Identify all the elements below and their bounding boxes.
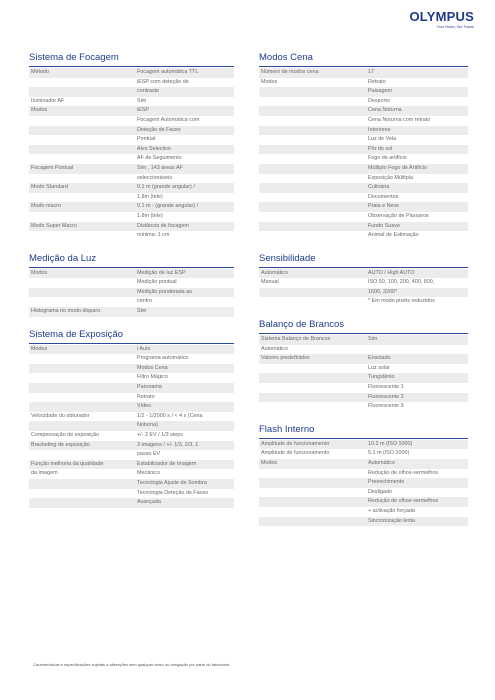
spec-label <box>29 87 137 97</box>
spec-label <box>29 135 137 145</box>
spec-label <box>259 183 368 193</box>
spec-value: Pôr do sol <box>368 145 393 152</box>
spec-value: Interiores <box>368 126 391 133</box>
spec-label <box>259 174 368 184</box>
spec-row <box>29 431 234 441</box>
spec-value: 0.1 m - (grande angular) / <box>137 203 199 210</box>
spec-value: Desligado <box>368 488 392 495</box>
section-title: Flash Interno <box>259 424 468 439</box>
section-balanco-de-brancos <box>259 319 468 412</box>
spec-value: Múltiplo Fogo de Artifício <box>368 164 428 171</box>
spec-row <box>259 393 468 403</box>
spec-row <box>29 345 234 355</box>
spec-row <box>259 68 468 78</box>
spec-row <box>259 278 468 288</box>
spec-value: Animal de Estimação <box>368 232 419 239</box>
spec-row <box>29 307 234 317</box>
spec-row <box>259 364 468 374</box>
spec-label: Modos <box>31 269 48 276</box>
spec-row <box>259 402 468 412</box>
spec-value: 1.8m (tele) <box>137 193 163 200</box>
spec-row <box>259 193 468 203</box>
spec-row <box>29 164 234 174</box>
spec-row <box>259 449 468 459</box>
brand-name: OLYMPUS <box>409 9 474 24</box>
spec-label <box>29 278 137 288</box>
spec-row <box>29 297 234 307</box>
spec-value: Redução de olhos-vermelhos <box>368 498 439 505</box>
spec-value: passo EV <box>137 451 161 458</box>
spec-label <box>29 231 137 241</box>
spec-row <box>29 68 234 78</box>
spec-label <box>29 373 137 383</box>
spec-value: 1.8m (tele) <box>137 212 163 219</box>
spec-label <box>29 364 137 374</box>
spec-row <box>259 517 468 527</box>
spec-row <box>29 479 234 489</box>
spec-value: Distância de focagem <box>137 222 189 229</box>
spec-row <box>29 154 234 164</box>
spec-label <box>259 154 368 164</box>
spec-row <box>259 87 468 97</box>
section-modos-cena <box>259 52 468 241</box>
brand-logo <box>410 10 475 30</box>
spec-row <box>259 145 468 155</box>
left-column <box>29 52 234 520</box>
spec-row <box>259 116 468 126</box>
spec-label <box>29 479 137 489</box>
spec-label <box>29 297 137 307</box>
spec-value: Cena Noturna com retrato <box>368 116 431 123</box>
spec-row <box>259 106 468 116</box>
spec-value: Fundo Suave <box>368 222 401 229</box>
spec-value: Luz de Vela <box>368 136 397 143</box>
footnote: Características e especificações sujeitas a alterações sem qualquer aviso ou obrigação por parte do fabricante. <box>33 662 231 667</box>
spec-row <box>259 222 468 232</box>
spec-value: * Em modo pixéis reduzidos <box>368 298 435 305</box>
spec-value: Tecnologia Ajuste de Sombra <box>137 479 207 486</box>
spec-label <box>259 135 368 145</box>
section-title: Modos Cena <box>259 52 468 67</box>
spec-value: Redução de olhos-vermelhos <box>368 469 439 476</box>
spec-value: 3 imagens / +/- 1/3, 2/3, 1 <box>137 441 199 448</box>
spec-row <box>259 373 468 383</box>
spec-row <box>29 222 234 232</box>
spec-label: Modo macro <box>31 203 61 210</box>
spec-label: Número de modos cena <box>261 69 319 75</box>
spec-label <box>259 488 368 498</box>
spec-value: Culinária <box>368 184 390 191</box>
spec-value: contraste <box>137 88 160 95</box>
spec-label: Automático <box>261 345 288 352</box>
spec-value: Alvo Selectivo <box>137 145 171 152</box>
spec-row <box>259 231 468 241</box>
spec-value: Focagem Automática com <box>137 116 200 123</box>
spec-row <box>29 498 234 508</box>
spec-value: Documentos <box>368 193 399 200</box>
section-flash-interno <box>259 424 468 526</box>
spec-label: Amplitude de funcionamento <box>261 450 330 457</box>
spec-label <box>259 106 368 116</box>
spec-label <box>29 174 137 184</box>
section-title: Sistema de Focagem <box>29 52 234 67</box>
spec-row <box>29 354 234 364</box>
spec-label <box>29 421 137 431</box>
spec-value: Observação de Pássaros <box>368 212 429 219</box>
spec-label: Modo Standard <box>31 184 68 191</box>
spec-row <box>29 106 234 116</box>
spec-label <box>259 373 368 383</box>
spec-value: Deteção de Faces <box>137 126 181 133</box>
spec-row <box>259 97 468 107</box>
section-title: Sensibilidade <box>259 253 468 268</box>
spec-row <box>29 212 234 222</box>
spec-value: Fluorescente 2 <box>368 393 404 400</box>
spec-row <box>29 402 234 412</box>
spec-value: centro <box>137 298 152 305</box>
spec-label <box>259 87 368 97</box>
spec-label <box>259 164 368 174</box>
spec-row <box>259 154 468 164</box>
spec-value: Programa automático <box>137 355 189 362</box>
spec-row <box>259 164 468 174</box>
spec-row <box>29 421 234 431</box>
spec-value <box>368 345 468 355</box>
spec-value: ISO 50, 100, 200, 400, 800, <box>368 279 435 286</box>
spec-value: Medição ponderada ao <box>137 288 193 295</box>
spec-row <box>259 478 468 488</box>
spec-value: Sim <box>137 97 147 104</box>
spec-label <box>29 288 137 298</box>
spec-row <box>29 393 234 403</box>
spec-label: Função melhoria da qualidade <box>31 460 104 467</box>
spec-row <box>29 87 234 97</box>
spec-value: Tecnologia Deteção de Faces <box>137 489 209 496</box>
brand-tagline: Your Vision, Our Future <box>436 25 474 29</box>
spec-value: 1/2 - 1/2000 s / < 4 s (Cena <box>137 412 203 419</box>
spec-label: Iluminador AF <box>31 97 65 104</box>
spec-value: Tungsténio <box>368 374 395 381</box>
spec-value: Noturna) <box>137 422 158 429</box>
spec-value: iESP com deteção de <box>137 78 189 85</box>
spec-label <box>29 498 137 508</box>
spec-label <box>259 202 368 212</box>
spec-value: Praia e Neve <box>368 203 400 210</box>
spec-value: Exposição Múltipla <box>368 174 413 181</box>
spec-value: 1600, 3200* <box>368 288 398 295</box>
spec-label <box>259 297 368 307</box>
section-title: Sistema de Exposição <box>29 329 234 344</box>
spec-label <box>29 393 137 403</box>
spec-label: Modos <box>31 107 48 114</box>
spec-row <box>29 288 234 298</box>
spec-value: Sim <box>368 336 378 343</box>
spec-value: Fluorescente 3 <box>368 403 404 410</box>
spec-label <box>259 364 368 374</box>
spec-label <box>259 193 368 203</box>
spec-row <box>259 174 468 184</box>
spec-value: Paisagem <box>368 88 392 95</box>
spec-value: Filtro Mágico <box>137 374 168 381</box>
spec-label <box>29 402 137 412</box>
spec-label <box>259 212 368 222</box>
spec-label <box>29 154 137 164</box>
spec-row <box>259 383 468 393</box>
spec-value: Retrato <box>368 78 386 85</box>
spec-row <box>259 212 468 222</box>
spec-row <box>29 269 234 279</box>
spec-label: Bracketing de exposição <box>31 441 90 448</box>
section-title: Balanço de Brancos <box>259 319 468 334</box>
spec-value: 17 <box>368 69 374 75</box>
spec-label: Modos <box>261 78 278 85</box>
spec-value: Modos Cena <box>137 364 168 371</box>
spec-label <box>29 383 137 393</box>
spec-value: Fluorescente 1 <box>368 384 404 391</box>
section-sensibilidade <box>259 253 468 307</box>
spec-label: Amplitude de funcionamento <box>261 440 330 447</box>
section-medicao-da-luz <box>29 253 234 317</box>
spec-label <box>259 97 368 107</box>
spec-value: Panorama <box>137 384 162 391</box>
spec-label <box>259 507 368 517</box>
spec-row <box>259 497 468 507</box>
section-sistema-de-focagem <box>29 52 234 241</box>
spec-value: Fogo de artifício <box>368 155 407 162</box>
spec-row <box>259 488 468 498</box>
spec-row <box>29 202 234 212</box>
spec-value: i Auto <box>137 345 151 352</box>
spec-value: Preenchimento <box>368 479 405 486</box>
spec-label: Modo Super Macro <box>31 222 77 229</box>
spec-value: Luz solar <box>368 364 390 371</box>
spec-row <box>29 174 234 184</box>
spec-row <box>29 126 234 136</box>
spec-value: Sim , 143 áreas AF <box>137 164 183 171</box>
spec-label <box>259 222 368 232</box>
spec-label <box>29 78 137 88</box>
spec-row <box>29 489 234 499</box>
spec-row <box>29 450 234 460</box>
spec-value: Ensolado <box>368 355 391 362</box>
spec-value: Medição de luz ESP <box>137 269 186 276</box>
spec-label <box>259 145 368 155</box>
spec-row <box>29 460 234 470</box>
spec-value: Pontual <box>137 136 156 143</box>
spec-value: Vídeo <box>137 403 152 410</box>
spec-value: Avançada <box>137 499 161 506</box>
spec-value: Desporto <box>368 97 390 104</box>
spec-row <box>259 297 468 307</box>
spec-label: Velocidade do obturador <box>31 412 90 419</box>
spec-label <box>29 489 137 499</box>
spec-label: Histograma no modo disparo <box>31 308 101 315</box>
spec-value: 10.2 m (ISO 1000) <box>368 440 413 447</box>
spec-label <box>259 116 368 126</box>
spec-label: Modos <box>261 460 278 466</box>
spec-label: Compensação de exposição <box>31 432 100 438</box>
spec-label <box>29 116 137 126</box>
spec-row <box>259 126 468 136</box>
spec-value: 5.1 m (ISO 1000) <box>368 450 410 457</box>
spec-row <box>29 469 234 479</box>
spec-row <box>259 440 468 450</box>
spec-label: Sistema Balanço de Brancos <box>261 336 331 343</box>
spec-label: da imagem <box>31 470 58 477</box>
spec-label <box>29 450 137 460</box>
spec-label <box>259 288 368 298</box>
spec-row <box>259 507 468 517</box>
spec-value: Focagem automática TTL <box>137 69 199 75</box>
spec-label <box>29 126 137 136</box>
spec-label <box>259 517 368 527</box>
spec-label: Valores predefinidos <box>261 355 310 362</box>
spec-label <box>259 383 368 393</box>
spec-row <box>259 335 468 345</box>
spec-value: Mecânico <box>137 470 161 477</box>
spec-row <box>259 78 468 88</box>
spec-value: +/- 2 EV / 1/3 steps <box>137 432 183 438</box>
spec-label <box>259 478 368 488</box>
spec-label <box>259 497 368 507</box>
spec-label: Focagem Pontual <box>31 164 74 171</box>
spec-row <box>259 459 468 469</box>
spec-row <box>29 441 234 451</box>
spec-row <box>29 97 234 107</box>
spec-label <box>29 145 137 155</box>
spec-label: Método <box>31 69 49 75</box>
spec-label <box>259 231 368 241</box>
spec-row <box>29 116 234 126</box>
spec-row <box>29 135 234 145</box>
spec-value: AUTO / High AUTO <box>368 269 415 276</box>
spec-row <box>259 202 468 212</box>
spec-row <box>259 288 468 298</box>
spec-label <box>259 469 368 479</box>
spec-value: Retrato <box>137 393 155 400</box>
spec-label: Automático <box>261 269 288 276</box>
spec-row <box>259 345 468 355</box>
spec-value: Medição pontual <box>137 279 177 286</box>
spec-row <box>29 145 234 155</box>
spec-row <box>29 183 234 193</box>
spec-row <box>29 278 234 288</box>
spec-row <box>29 193 234 203</box>
spec-row <box>259 269 468 279</box>
spec-value: Sincronização lenta <box>368 517 416 524</box>
spec-row <box>259 469 468 479</box>
spec-row <box>259 354 468 364</box>
spec-label <box>259 402 368 412</box>
spec-value: Estabilizador de Imagem <box>137 460 197 467</box>
spec-label <box>29 212 137 222</box>
spec-row <box>259 183 468 193</box>
spec-row <box>29 412 234 422</box>
spec-value: 0.1 m (grande angular) / <box>137 184 195 191</box>
spec-label <box>259 393 368 403</box>
spec-row <box>29 364 234 374</box>
spec-value: + activação forçada <box>368 507 415 514</box>
spec-value: seleccionáveis <box>137 174 173 181</box>
spec-value: Sim <box>137 308 147 315</box>
spec-value: iESP <box>137 107 149 114</box>
spec-label <box>29 193 137 203</box>
spec-value: AF de Seguimento <box>137 155 182 162</box>
spec-row <box>29 78 234 88</box>
spec-row <box>29 373 234 383</box>
spec-row <box>259 135 468 145</box>
spec-label <box>29 354 137 364</box>
spec-row <box>29 231 234 241</box>
spec-value: Automático <box>368 460 395 466</box>
spec-value: mínima: 1 cm <box>137 232 170 239</box>
spec-value: Cena Noturna <box>368 107 402 114</box>
section-sistema-de-exposicao <box>29 329 234 508</box>
spec-row <box>29 383 234 393</box>
spec-label <box>259 126 368 136</box>
spec-label: Modos <box>31 345 48 352</box>
spec-label: Manual <box>261 279 279 286</box>
section-title: Medição da Luz <box>29 253 234 268</box>
right-column <box>259 52 468 538</box>
